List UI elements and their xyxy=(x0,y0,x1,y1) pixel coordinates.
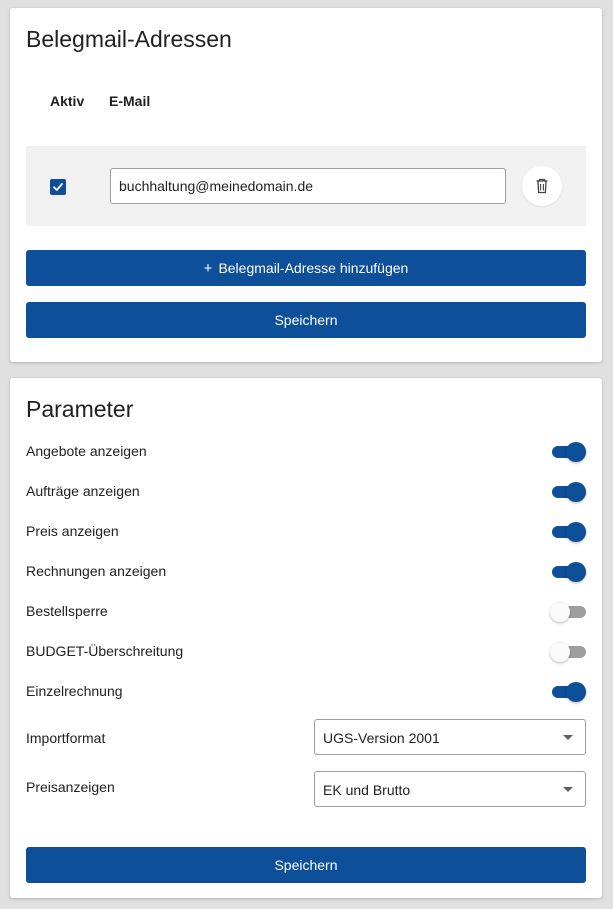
preisanzeigen-value: EK und Brutto xyxy=(323,782,411,798)
column-header-email: E-Mail xyxy=(109,93,151,109)
delete-email-button[interactable] xyxy=(522,166,562,206)
param-row-budget xyxy=(26,640,586,662)
toggle-preis[interactable] xyxy=(550,522,586,542)
add-belegmail-button[interactable] xyxy=(26,250,586,286)
param-label: BUDGET-Überschreitung xyxy=(26,643,184,659)
email-row xyxy=(26,146,586,226)
caret-down-icon xyxy=(563,735,573,740)
param-row-bestellsperre xyxy=(26,600,586,622)
importformat-label: Importformat xyxy=(26,730,106,746)
toggle-bestellsperre[interactable] xyxy=(550,602,586,622)
preisanzeigen-label: Preisanzeigen xyxy=(26,779,115,795)
add-belegmail-label: Belegmail-Adresse hinzufügen xyxy=(218,260,409,276)
plus-icon: + xyxy=(203,259,213,277)
preisanzeigen-select[interactable] xyxy=(314,771,586,807)
toggle-auftraege[interactable] xyxy=(550,482,586,502)
param-row-preis xyxy=(26,520,586,542)
param-label: Rechnungen anzeigen xyxy=(26,563,167,579)
column-header-aktiv: Aktiv xyxy=(50,93,85,109)
param-label: Aufträge anzeigen xyxy=(26,483,140,499)
active-checkbox[interactable] xyxy=(50,179,66,195)
importformat-value: UGS-Version 2001 xyxy=(323,730,440,746)
param-label: Bestellsperre xyxy=(26,603,108,619)
param-row-einzelrechnung xyxy=(26,680,586,702)
toggle-einzelrechnung[interactable] xyxy=(550,682,586,702)
belegmail-title: Belegmail-Adressen xyxy=(26,26,232,52)
toggle-budget[interactable] xyxy=(550,642,586,662)
belegmail-card xyxy=(10,8,602,362)
param-row-angebote xyxy=(26,440,586,462)
parameter-card xyxy=(10,378,602,898)
param-row-auftraege xyxy=(26,480,586,502)
param-label: Einzelrechnung xyxy=(26,683,123,699)
check-icon xyxy=(52,181,64,193)
importformat-select[interactable] xyxy=(314,719,586,755)
parameter-title: Parameter xyxy=(26,396,134,422)
trash-icon xyxy=(535,178,549,194)
caret-down-icon xyxy=(563,787,573,792)
toggle-angebote[interactable] xyxy=(550,442,586,462)
save-parameter-button[interactable]: Speichern xyxy=(26,847,586,883)
toggle-rechnungen[interactable] xyxy=(550,562,586,582)
email-input[interactable] xyxy=(110,168,506,204)
save-belegmail-button[interactable]: Speichern xyxy=(26,302,586,338)
param-label: Preis anzeigen xyxy=(26,523,119,539)
param-label: Angebote anzeigen xyxy=(26,443,147,459)
param-row-rechnungen xyxy=(26,560,586,582)
